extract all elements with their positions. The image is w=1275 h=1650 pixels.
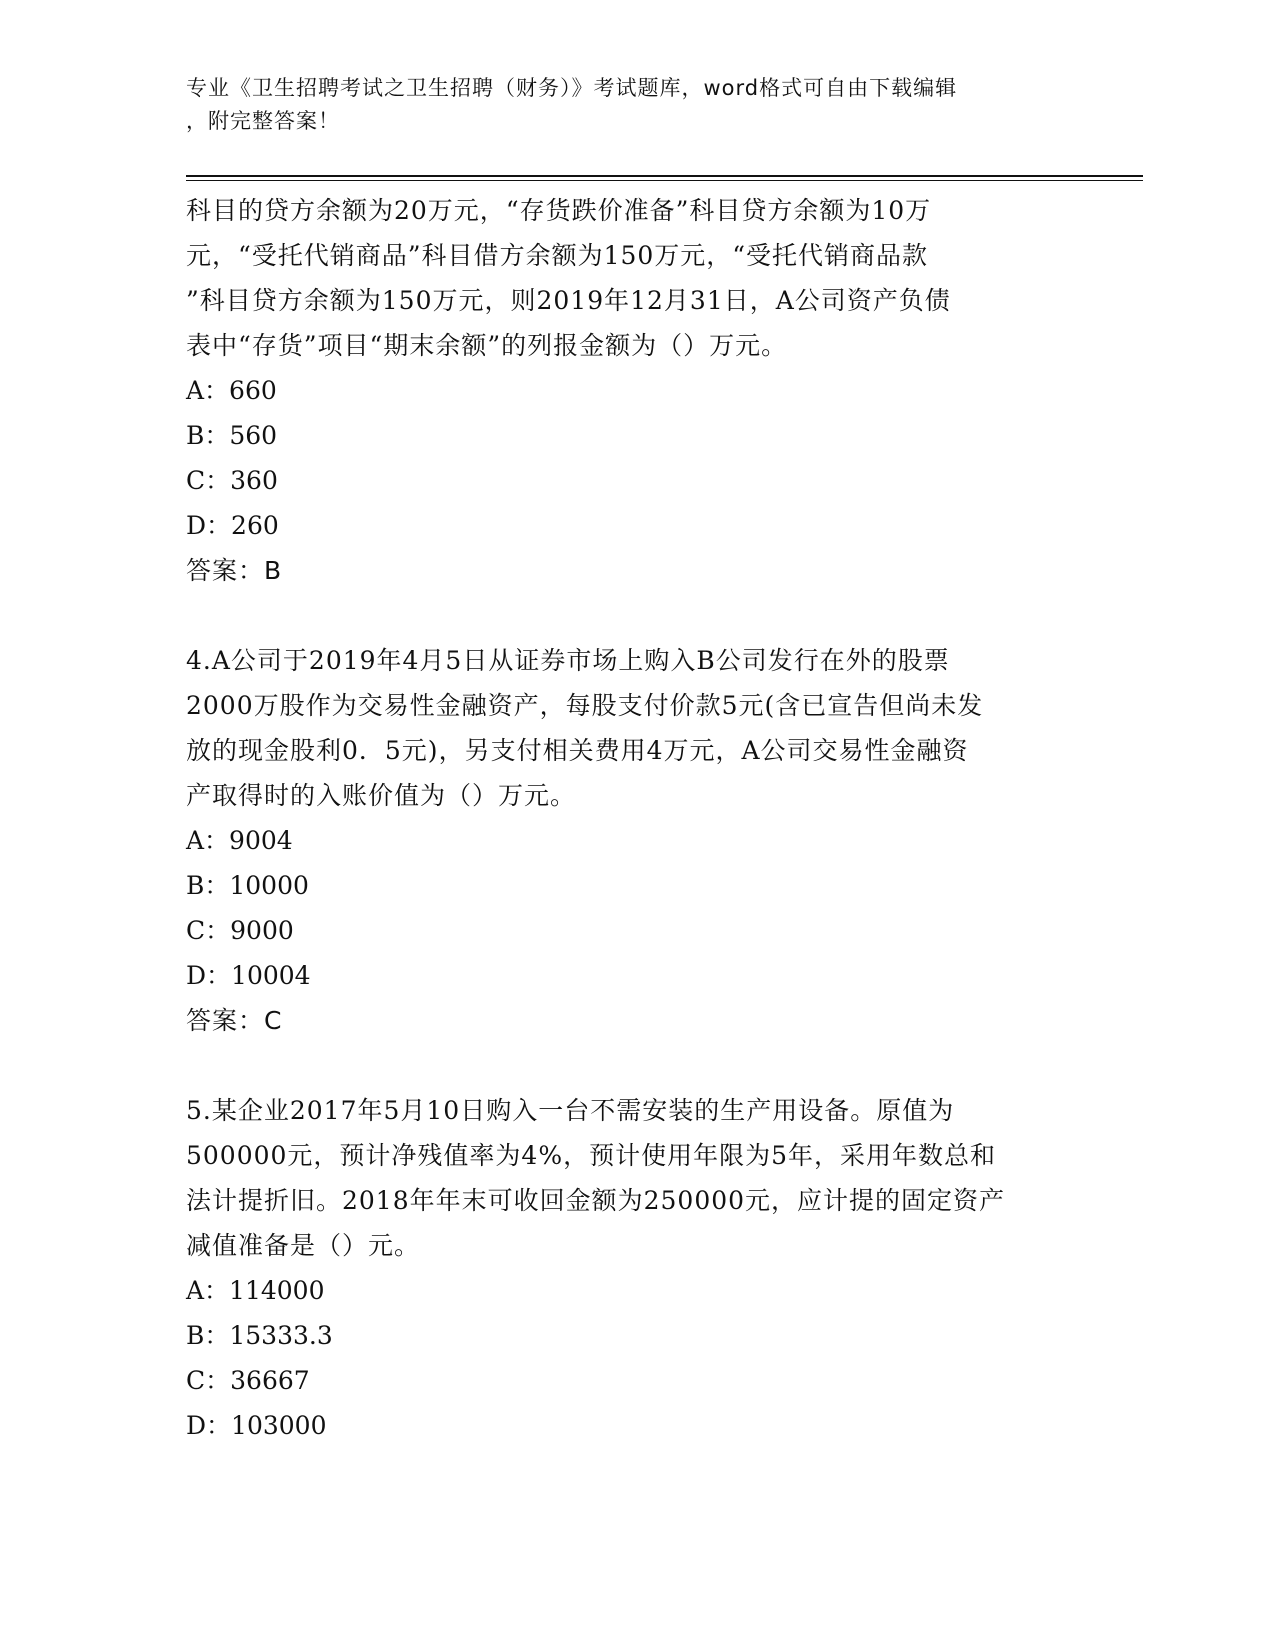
option-a: A：114000 (186, 1276, 325, 1305)
question-stem-line: 减值准备是（）元。 (186, 1231, 421, 1260)
question-stem-line: 产取得时的入账价值为（）万元。 (186, 781, 577, 810)
question-stem-line: 放的现金股利0．5元)，另支付相关费用4万元，A公司交易性金融资 (186, 736, 969, 765)
question-stem-line: 表中“存货”项目“期末余额”的列报金额为（）万元。 (186, 331, 788, 360)
question-stem-line: 2000万股作为交易性金融资产，每股支付价款5元(含已宣告但尚未发 (186, 691, 984, 720)
option-c: C：360 (186, 466, 278, 495)
question-stem-line: 元，“受托代销商品”科目借方余额为150万元，“受托代销商品款 (186, 241, 929, 270)
question-3-continued (186, 188, 1086, 593)
question-stem-line: 科目的贷方余额为20万元，“存货跌价准备”科目贷方余额为10万 (186, 196, 932, 225)
question-stem-line: ”科目贷方余额为150万元，则2019年12月31日，A公司资产负债 (186, 286, 951, 315)
answer-line: 答案：C (186, 1006, 283, 1035)
option-d: D：10004 (186, 961, 311, 990)
option-c: C：36667 (186, 1366, 310, 1395)
option-b: B：15333.3 (186, 1321, 333, 1350)
question-stem-line: 5.某企业2017年5月10日购入一台不需安装的生产用设备。原值为 (186, 1096, 955, 1125)
question-stem-line: 4.A公司于2019年4月5日从证券市场上购入B公司发行在外的股票 (186, 646, 950, 675)
page-header (186, 72, 1066, 138)
option-b: B：560 (186, 421, 278, 450)
document-body (186, 188, 1086, 1493)
option-a: A：660 (186, 376, 277, 405)
option-d: D：260 (186, 511, 279, 540)
question-stem-line: 500000元，预计净残值率为4%，预计使用年限为5年，采用年数总和 (186, 1141, 997, 1170)
question-5 (186, 1088, 1086, 1448)
header-title-line-1: 专业《卫生招聘考试之卫生招聘（财务）》考试题库，word格式可自由下载编辑 (186, 76, 958, 100)
answer-line: 答案：B (186, 556, 283, 585)
option-a: A：9004 (186, 826, 293, 855)
header-title-line-2: ，附完整答案！ (186, 109, 340, 133)
header-divider (186, 175, 1143, 181)
question-stem-line: 法计提折旧。2018年年末可收回金额为250000元，应计提的固定资产 (186, 1186, 1006, 1215)
option-b: B：10000 (186, 871, 309, 900)
option-d: D：103000 (186, 1411, 327, 1440)
question-4 (186, 638, 1086, 1043)
option-c: C：9000 (186, 916, 294, 945)
